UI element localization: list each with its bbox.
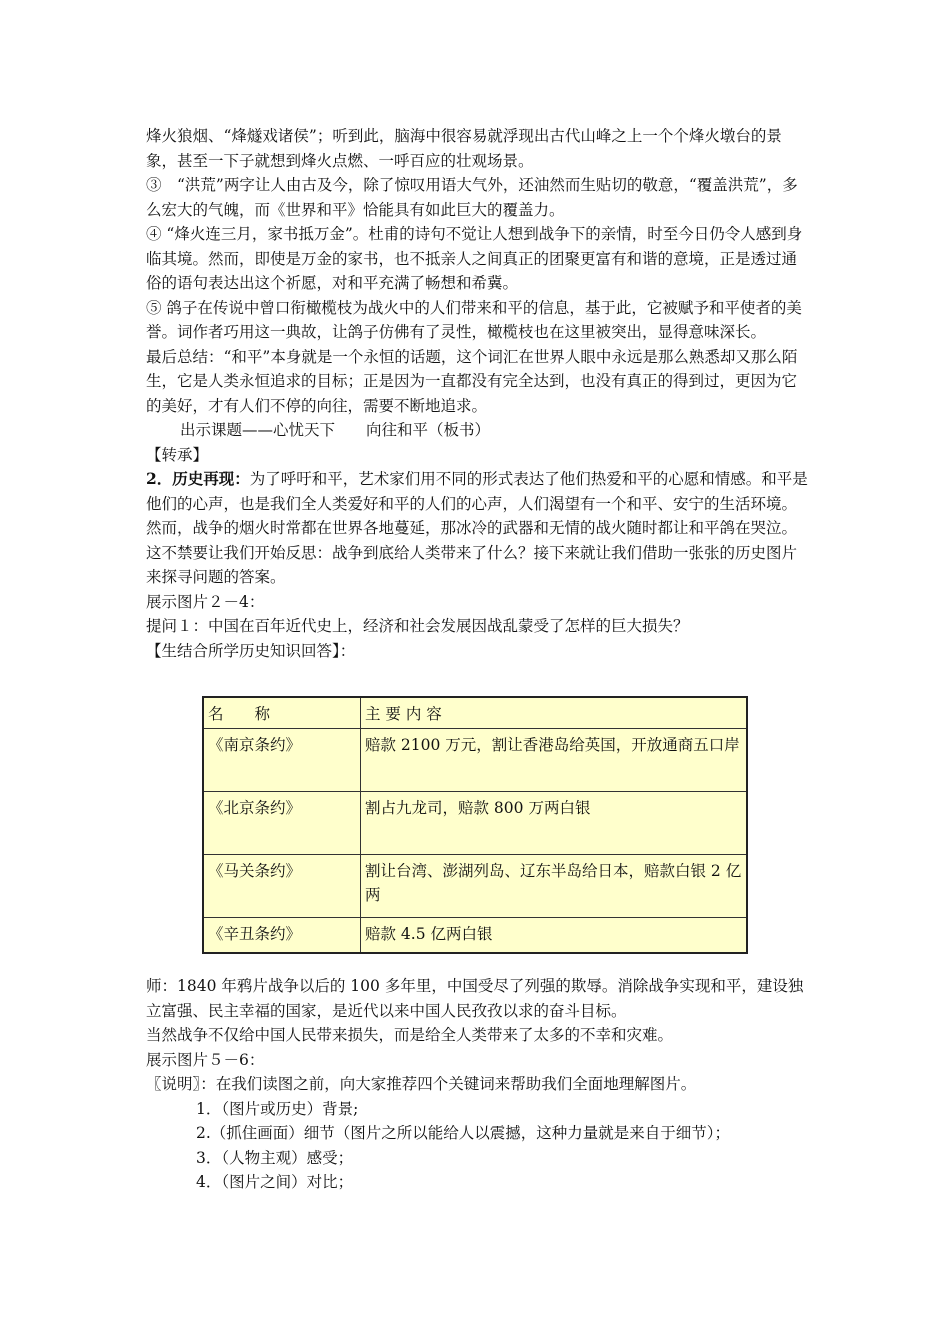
keyword-item: 3．（人物主观）感受；	[196, 1148, 354, 1167]
document-body-after-table	[146, 974, 810, 1195]
show-pictures-2: 展示图片５－6：	[146, 1050, 265, 1069]
teacher-line: 师：1840 年鸦片战争以后的 100 多年里，中国受尽了列强的欺辱。消除战争实现和平，建设独立富强、民主幸福的国家，是近代以来中国人民孜孜以求的奋斗目标。	[146, 977, 804, 1020]
paragraph-honghuang: ③ “洪荒”两字让人由古及今，除了惊叹用语大气外，还油然而生贴切的敬意，“覆盖洪荒”，多么宏大的气魄，而《世界和平》恰能具有如此巨大的覆盖力。	[146, 176, 798, 219]
paragraph-dove: ⑤ 鸽子在传说中曾口衔橄榄枝为战火中的人们带来和平的信息，基于此，它被赋予和平使者的美誉。词作者巧用这一典故，让鸽子仿佛有了灵性，橄榄枝也在这里被突出，显得意味深长。	[146, 298, 802, 341]
treaty-name: 《北京条约》	[203, 792, 361, 855]
show-pictures-1: 展示图片２－4：	[146, 592, 265, 611]
keyword-item: 4．（图片之间）对比；	[196, 1173, 354, 1191]
note-line: 〖说明〗：在我们读图之前，向大家推荐四个关键词来帮助我们全面地理解图片。	[146, 1075, 697, 1093]
table-row	[203, 729, 747, 792]
treaty-name: 《马关条约》	[203, 855, 361, 918]
paragraph-beacon: 烽火狼烟、“烽燧戏诸侯”；听到此，脑海中很容易就浮现出古代山峰之上一个个烽火墩台的景象，甚至一下子就想到烽火点燃、一呼百应的壮观场景。	[146, 127, 782, 170]
section-body: 为了呼吁和平，艺术家们用不同的形式表达了他们热爱和平的心愿和情感。和平是他们的心声，也是我们全人类爱好和平的人们的心声，人们渴望有一个和平、安宁的生活环境。然而，战争的烟火时常都在世界各地蔓延，那冰冷的武器和无情的战火随时都让和平鸽在哭泣。这不禁要让我们开始反思：战争到底给人类带来了什么？接下来就让我们借助一张张的历史图片来探寻问题的答案。	[146, 470, 808, 586]
treaty-content: 赔款 2100 万元，割让香港岛给英国，开放通商五口岸	[361, 729, 748, 792]
paragraph-summary: 最后总结：“和平”本身就是一个永恒的话题，这个词汇在世界人眼中永远是那么熟悉却又那么陌生，它是人类永恒追求的目标；正是因为一直都没有完全达到，也没有真正的得到过，更因为它的美好，才有人们不停的向往，需要不断地追求。	[146, 347, 798, 415]
treaty-content: 赔款 4.5 亿两白银	[361, 918, 748, 954]
document-body	[146, 124, 810, 663]
keyword-item: 1．（图片或历史）背景;	[196, 1099, 359, 1118]
paragraph-dufu: ④ “烽火连三月，家书抵万金”。杜甫的诗句不觉让人想到战争下的亲情，时至今日仍令人感到身临其境。然而，即使是万金的家书，也不抵亲人之间真正的团聚更富有和谐的意境，正是透过通俗的语句表达出这个祈愿，对和平充满了畅想和希冀。	[146, 225, 803, 292]
war-line: 当然战争不仅给中国人民带来损失，而是给全人类带来了太多的不幸和灾难。	[146, 1026, 674, 1044]
keyword-item: 2.（抓住画面）细节（图片之所以能给人以震撼，这种力量就是来自于细节）；	[196, 1124, 731, 1142]
treaty-name: 《南京条约》	[203, 729, 361, 792]
table-row	[203, 792, 747, 855]
treaty-content: 割让台湾、澎湖列岛、辽东半岛给日本，赔款白银 2 亿两	[361, 855, 748, 918]
treaty-name: 《辛丑条约》	[203, 918, 361, 954]
table-row	[203, 855, 747, 918]
section-title: 2．历史再现：	[146, 469, 250, 488]
question-1: 提问１：中国在百年近代史上，经济和社会发展因战乱蒙受了怎样的巨大损失？	[146, 617, 689, 635]
treaty-content: 割占九龙司，赔款 800 万两白银	[361, 792, 748, 855]
answer-heading: 【生结合所学历史知识回答】：	[146, 641, 356, 660]
header-content: 主 要 内 容	[361, 697, 748, 729]
table-row	[203, 918, 747, 954]
transition-heading: 【转承】	[146, 445, 209, 464]
table-header-row	[203, 697, 747, 729]
header-name: 名 称	[203, 697, 361, 729]
section-history	[146, 467, 810, 590]
board-line: 出示课题——心忧天下 向往和平（板书）	[180, 421, 491, 439]
treaty-table	[202, 696, 748, 954]
